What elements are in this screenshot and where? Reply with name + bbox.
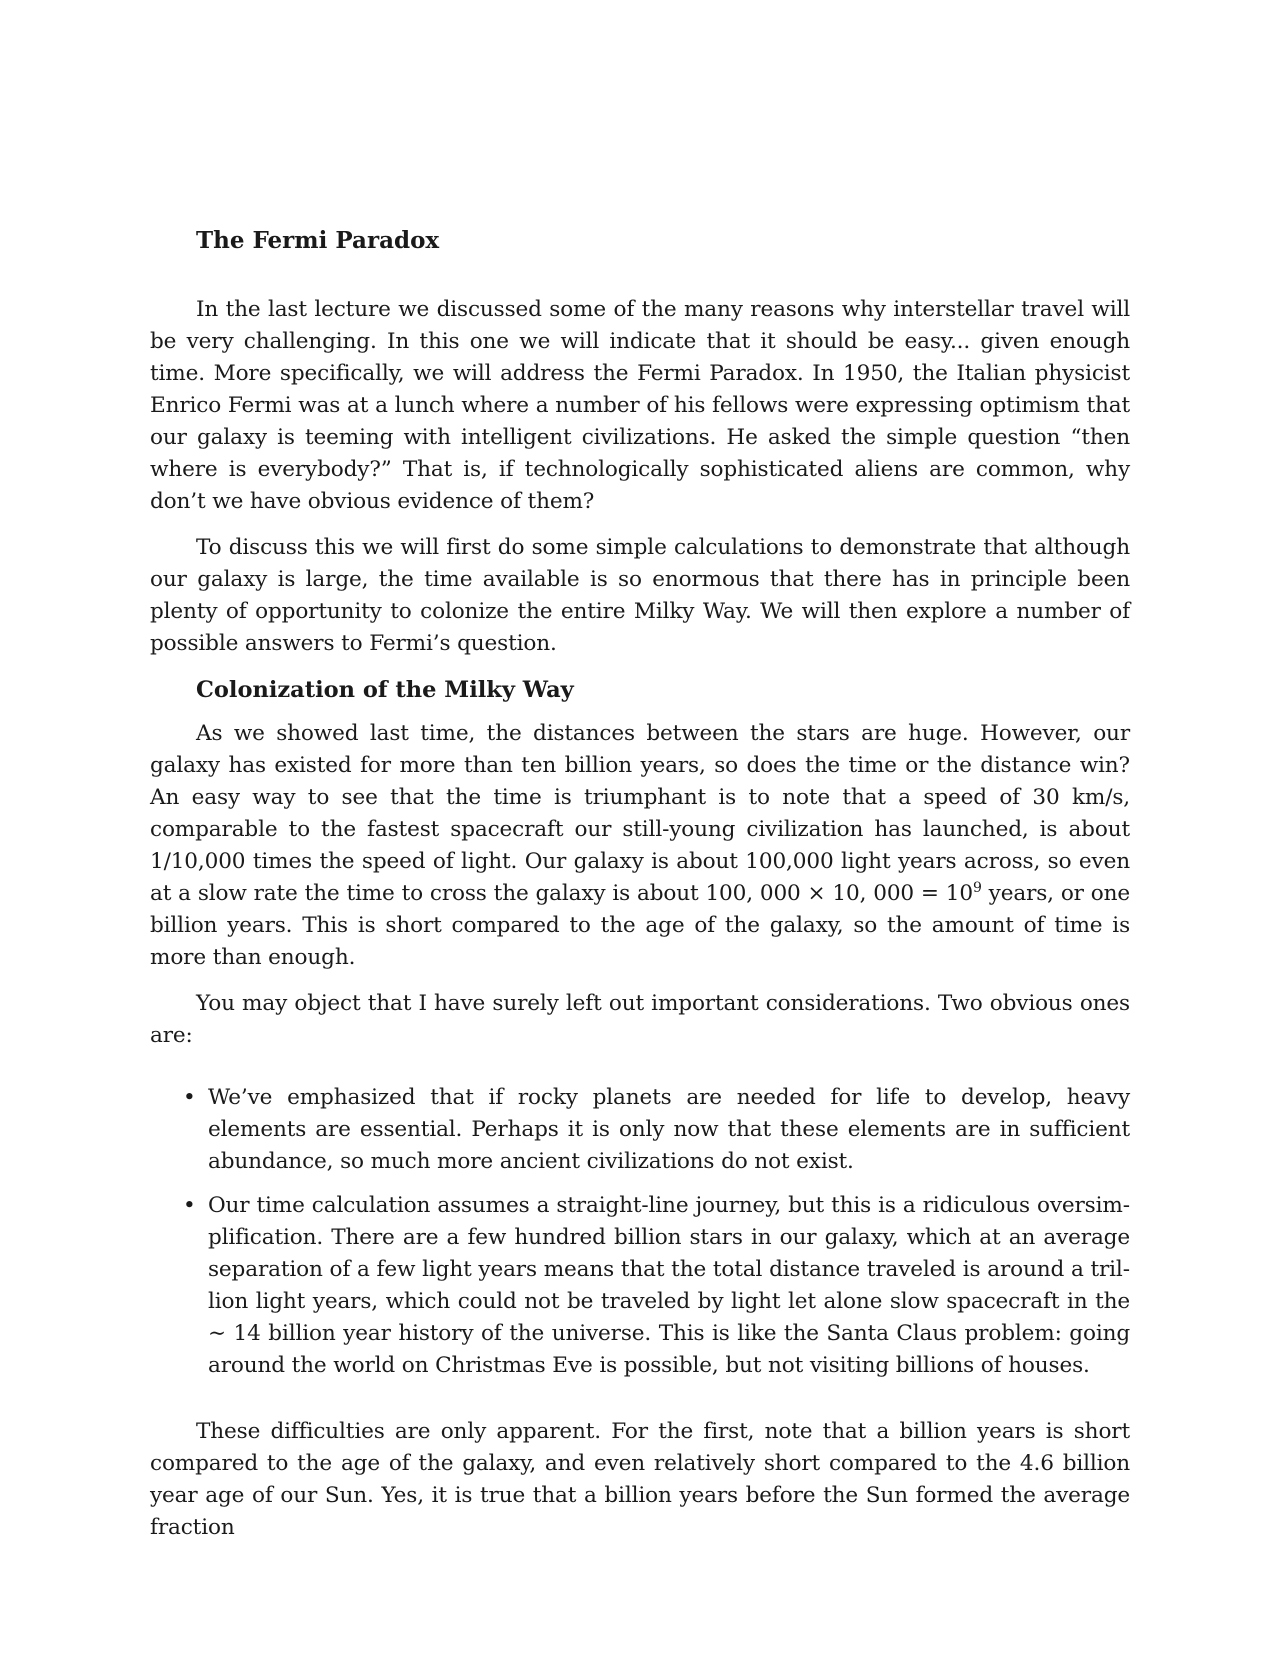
section-heading: Colonization of the Milky Way — [196, 677, 574, 703]
paragraph-objection: You may object that I have surely left out important considerations. Two obvious ones are: — [150, 991, 1130, 1048]
paragraph-difficulties: These difficulties are only apparent. For the first, note that a billion years is short compared to the age of the galaxy, and even relatively short compared to the 4.6 billion year age of our Sun. Yes, it is true that a billion years before the Sun formed the average fraction — [150, 1419, 1130, 1540]
paragraph-colonization — [150, 718, 1130, 974]
bullet-list — [150, 1082, 1130, 1382]
paragraph-intro: In the last lecture we discussed some of the many reasons why interstellar travel will be very challenging. In this one we will indicate that it should be easy... given enough time. More specifically, we will address the Fermi Paradox. In 1950, the Italian physicist Enrico Fermi was at a lunch where a number of his fellows were expressing optimism that our galaxy is teeming with intelligent civilizations. He asked the simple question “then where is everybody?” That is, if technologically sophisticated aliens are common, why don’t we have obvious evidence of them? — [150, 297, 1130, 514]
paragraph-overview: To discuss this we will first do some simple calculations to demonstrate that although our galaxy is large, the time available is so enormous that there has in principle been plenty of opportunity to colonize the entire Milky Way. We will then explore a number of possible answers to Fermi’s question. — [150, 535, 1130, 656]
exponent: 9 — [972, 879, 982, 896]
list-item-text: Our time calculation assumes a straight-line journey, but this is a ridiculous oversimplification. There are a few hundred billion stars in our galaxy, which at an average separation of a few light years means that the total distance traveled is around a trillion light years, which could not be traveled by light let alone slow spacecraft in the ∼ 14 billion year history of the universe. This is like the Santa Claus problem: going around the world on Christmas Eve is possible, but not visiting billions of houses. — [208, 1193, 1130, 1378]
document-body — [150, 294, 1130, 1558]
list-item — [183, 1082, 1130, 1178]
paragraph-colonization-text: As we showed last time, the distances between the stars are huge. However, our galaxy has existed for more than ten billion years, so does the time or the distance win? An easy way to see that the time is triumphant is to note that a speed of 30 km/s, comparable to the fastest spacecraft our still-young civilization has launched, is about 1/10,000 times the speed of light. Our galaxy is about 100,000 light years across, so even at a slow rate the time to cross the galaxy is about 100, 000 × 10, 000 = 10 — [150, 721, 1130, 906]
paragraph-colonization-text-end: years, or one billion years. This is short compared to the age of the galaxy, so the amount of time is more than enough. — [150, 881, 1131, 970]
bullet-icon: • — [183, 1085, 196, 1110]
document-title: The Fermi Paradox — [196, 227, 440, 254]
list-item — [183, 1190, 1130, 1382]
list-item-text: We’ve emphasized that if rocky planets are needed for life to develop, heavy elements are essential. Perhaps it is only now that these elements are in sufficient abundance, so much more ancient civilizations do not exist. — [208, 1085, 1130, 1174]
bullet-icon: • — [183, 1193, 196, 1218]
document-page — [150, 0, 1130, 1656]
